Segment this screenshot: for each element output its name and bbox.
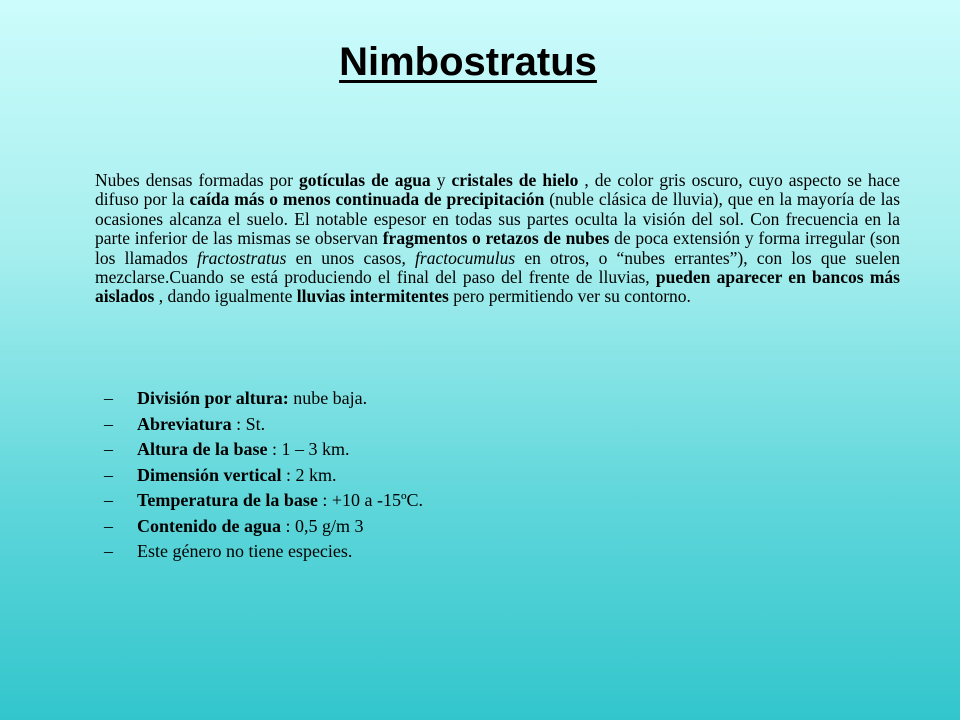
text-run: de poca extensión y forma irregular (son los llamados [95,228,900,268]
fact-label: División por altura: [137,388,289,408]
fact-value: : 2 km. [281,464,337,485]
text-run-bold: gotículas de agua [299,170,431,190]
dash-bullet: – [104,515,113,536]
text-run: en otros, o “nubes errantes”), con los que suelen mezclarse.Cuando se está produciendo el final del paso del frente de lluvias, [95,247,901,288]
text-run: y [430,170,452,190]
dash-bullet: – [104,490,113,510]
slide-title: Nimbostratus [339,40,597,84]
fact-label: Dimensión vertical [137,464,282,485]
text-run: pero permitiendo ver su contorno. [448,286,691,307]
text-run: , dando igualmente [154,286,297,307]
fact-item-altitude-division [104,386,884,412]
description-paragraph [95,171,900,307]
fact-value: nube baja. [288,388,368,408]
text-run-bold: pueden aparecer en bancos más aislados [95,267,900,307]
text-run-bold: caída más o menos continuada de precipitación [189,189,545,210]
fact-value: : 1 – 3 km. [267,439,350,459]
dash-bullet: – [104,541,113,561]
fact-value: Este género no tiene especies. [137,541,353,561]
dash-bullet: – [104,464,113,485]
dash-bullet: – [104,413,113,434]
dash-bullet: – [104,388,113,408]
text-run: , de color gris oscuro, cuyo aspecto se hace difuso por la [95,170,900,210]
fact-value: : St. [231,413,266,434]
dash-bullet: – [104,439,113,459]
text-run-bold: fragmentos o retazos de nubes [382,228,610,249]
fact-item-species-note [104,539,884,565]
text-run-bold: cristales de hielo [451,170,579,190]
fact-value: : +10 a -15ºC. [317,490,424,510]
text-run: en unos casos, [286,247,416,268]
fact-item-water-content [104,514,884,540]
fact-label: Abreviatura [137,413,232,434]
facts-list [104,386,884,565]
fact-label: Temperatura de la base [137,490,318,510]
fact-label: Altura de la base [137,439,268,459]
text-run-italic: fractocumulus [415,247,516,268]
text-run-italic: fractostratus [196,247,287,268]
text-run: Nubes densas formadas por [95,170,299,190]
fact-item-base-altitude [104,437,884,463]
fact-value: : 0,5 g/m 3 [281,515,364,536]
text-run: (nuble clásica de lluvia), que en la mayoría de las ocasiones alcanza el suelo. El notable espesor en todas sus partes oculta la visión del sol. Con frecuencia en la parte inferior de las mismas se observan [95,189,901,249]
text-run-bold: lluvias intermitentes [296,286,449,307]
fact-label: Contenido de agua [137,515,282,536]
fact-item-vertical-dimension [104,463,884,489]
fact-item-base-temperature [104,488,884,514]
fact-item-abbreviation [104,412,884,438]
